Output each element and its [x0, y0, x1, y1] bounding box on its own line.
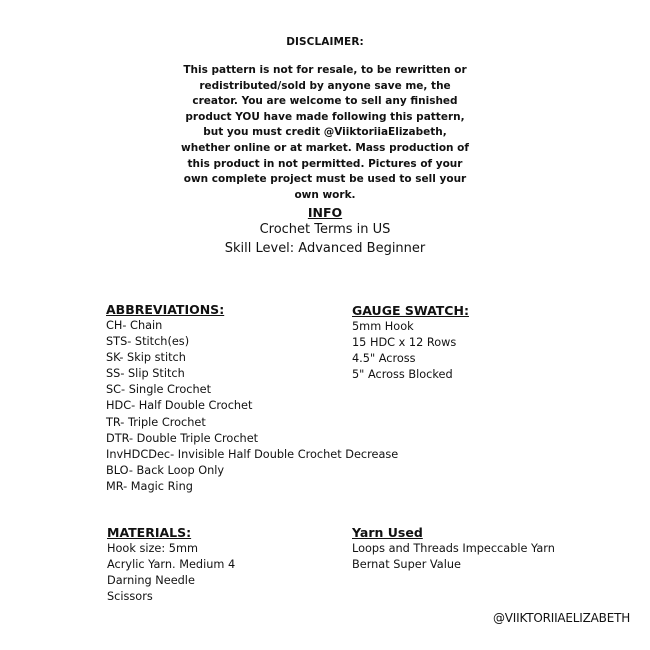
- gauge-swatch-item: 5" Across Blocked: [352, 368, 453, 382]
- disclaimer-line: whether online or at market. Mass production of: [181, 141, 469, 154]
- materials-list: [107, 541, 235, 605]
- disclaimer-body: [175, 63, 475, 203]
- abbreviations-heading: ABBREVIATIONS:: [106, 302, 225, 317]
- disclaimer-line: own work.: [294, 188, 356, 201]
- disclaimer-line: redistributed/sold by anyone save me, the: [199, 79, 451, 92]
- abbreviation-item: SS- Slip Stitch: [106, 367, 185, 381]
- disclaimer-title: DISCLAIMER:: [286, 36, 364, 48]
- disclaimer-line: product YOU have made following this pattern,: [185, 110, 465, 123]
- gauge-swatch-item: 5mm Hook: [352, 320, 414, 333]
- abbreviation-item: TR- Triple Crochet: [106, 415, 206, 429]
- material-item: Hook size: 5mm: [107, 542, 198, 555]
- info-crochet-terms: Crochet Terms in US: [259, 222, 391, 237]
- instagram-handle: @VIIKTORIIAELIZABETH: [493, 611, 631, 625]
- yarn-item: Bernat Super Value: [352, 558, 461, 572]
- info-heading: INFO: [307, 205, 343, 220]
- material-item: Scissors: [107, 590, 153, 604]
- disclaimer-line: own complete project must be used to sell your: [183, 173, 467, 186]
- material-item: Darning Needle: [107, 574, 195, 588]
- disclaimer-line: but you must credit @ViiktoriiaElizabeth,: [203, 126, 447, 139]
- disclaimer-line: this product in not permitted. Pictures of your: [187, 157, 463, 170]
- abbreviation-item: SC- Single Crochet: [106, 383, 211, 397]
- yarn-used-heading: Yarn Used: [352, 525, 423, 540]
- abbreviation-item: SK- Skip stitch: [106, 351, 186, 365]
- abbreviation-item: HDC- Half Double Crochet: [106, 399, 253, 413]
- abbreviation-item: InvHDCDec- Invisible Half Double Crochet Decrease: [106, 447, 399, 461]
- disclaimer-line: This pattern is not for resale, to be rewritten or: [183, 64, 467, 76]
- gauge-swatch-item: 4.5" Across: [352, 352, 416, 366]
- info-skill-level: Skill Level: Advanced Beginner: [224, 241, 426, 256]
- abbreviation-item: DTR- Double Triple Crochet: [106, 431, 259, 445]
- yarn-used-list: [352, 541, 555, 573]
- yarn-item: Loops and Threads Impeccable Yarn: [352, 542, 555, 555]
- gauge-swatch-heading: GAUGE SWATCH:: [352, 303, 469, 318]
- abbreviation-item: CH- Chain: [106, 319, 163, 332]
- abbreviation-item: STS- Stitch(es): [106, 335, 190, 349]
- disclaimer-line: creator. You are welcome to sell any finished: [192, 95, 458, 108]
- gauge-swatch-item: 15 HDC x 12 Rows: [352, 336, 457, 350]
- materials-heading: MATERIALS:: [107, 525, 192, 540]
- abbreviation-item: MR- Magic Ring: [106, 479, 193, 493]
- material-item: Acrylic Yarn. Medium 4: [107, 558, 236, 572]
- abbreviation-item: BLO- Back Loop Only: [106, 463, 225, 477]
- gauge-swatch-list: [352, 319, 456, 383]
